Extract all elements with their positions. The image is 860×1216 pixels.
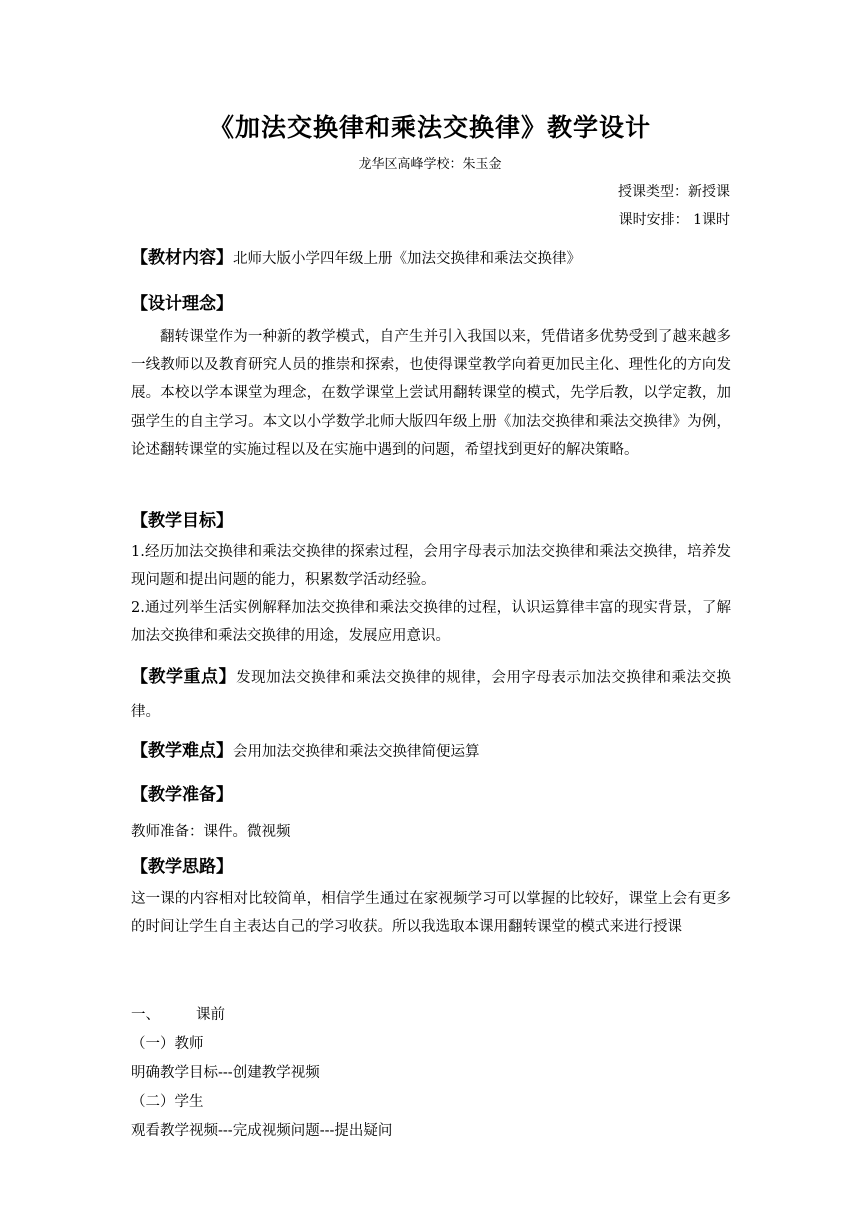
preparation-heading: 【教学准备】 [131,785,233,805]
lesson-schedule: 课时安排： 1课时 [618,212,730,228]
preparation-text: 教师准备：课件。微视频 [131,824,291,840]
material-text: 北师大版小学四年级上册《加法交换律和乘法交换律》 [233,251,581,267]
key-points-text: 发现加法交换律和乘法交换律的规律，会用字母表示加法交换律和乘法交换律。 [131,670,732,720]
student-label: （二）学生 [131,1094,204,1110]
goals-heading: 【教学目标】 [131,511,233,531]
approach-paragraph: 这一课的内容相对比较简单，相信学生通过在家视频学习可以掌握的比较好，课堂上会有更多的时间让学生自主表达自己的学习收获。所以我选取本课用翻转课堂的模式来进行授课 [131,891,731,936]
step-one-number: 一、 [131,1007,160,1023]
section-difficulties [131,736,731,761]
goal-item-1: 1.经历加法交换律和乘法交换律的探索过程，会用字母表示加法交换律和乘法交换律，培养发现问题和提出问题的能力，积累数学活动经验。 [131,544,731,588]
concept-heading: 【设计理念】 [131,294,233,314]
section-key-points [131,660,731,729]
difficulties-heading: 【教学难点】 [131,741,233,761]
approach-heading: 【教学思路】 [131,857,233,877]
step-one [131,1003,731,1024]
step-one-label: 课前 [196,1007,225,1023]
section-material [131,243,731,268]
lesson-type: 授课类型：新授课 [618,184,730,200]
author-line: 龙华区高峰学校：朱玉金 [358,157,502,172]
teacher-text: 明确教学目标---创建教学视频 [131,1065,320,1081]
goal-item-2: 2.通过列举生活实例解释加法交换律和乘法交换律的过程，认识运算律丰富的现实背景，了解加法交换律和乘法交换律的用途，发展应用意识。 [131,600,731,644]
teacher-label: （一）教师 [131,1036,204,1052]
student-text: 观看教学视频---完成视频问题---提出疑问 [131,1123,393,1139]
concept-paragraph: 翻转课堂作为一种新的教学模式，自产生并引入我国以来，凭借诸多优势受到了越来越多一线教师以及教育研究人员的推崇和探索，也使得课堂教学向着更加民主化、理性化的方向发展。本校以学本课堂为理念，在数学课堂上尝试用翻转课堂的模式，先学后教，以学定教，加强学生的自主学习。本文以小学数学北师大版四年级上册《加法交换律和乘法交换律》为例，论述翻转课堂的实施过程以及在实施中遇到的问题，希望找到更好的解决策略。 [131,329,731,458]
material-heading: 【教材内容】 [131,248,233,268]
difficulties-text: 会用加法交换律和乘法交换律简便运算 [233,744,480,760]
document-title: 《加法交换律和乘法交换律》教学设计 [208,113,651,142]
key-points-heading: 【教学重点】 [131,667,237,687]
